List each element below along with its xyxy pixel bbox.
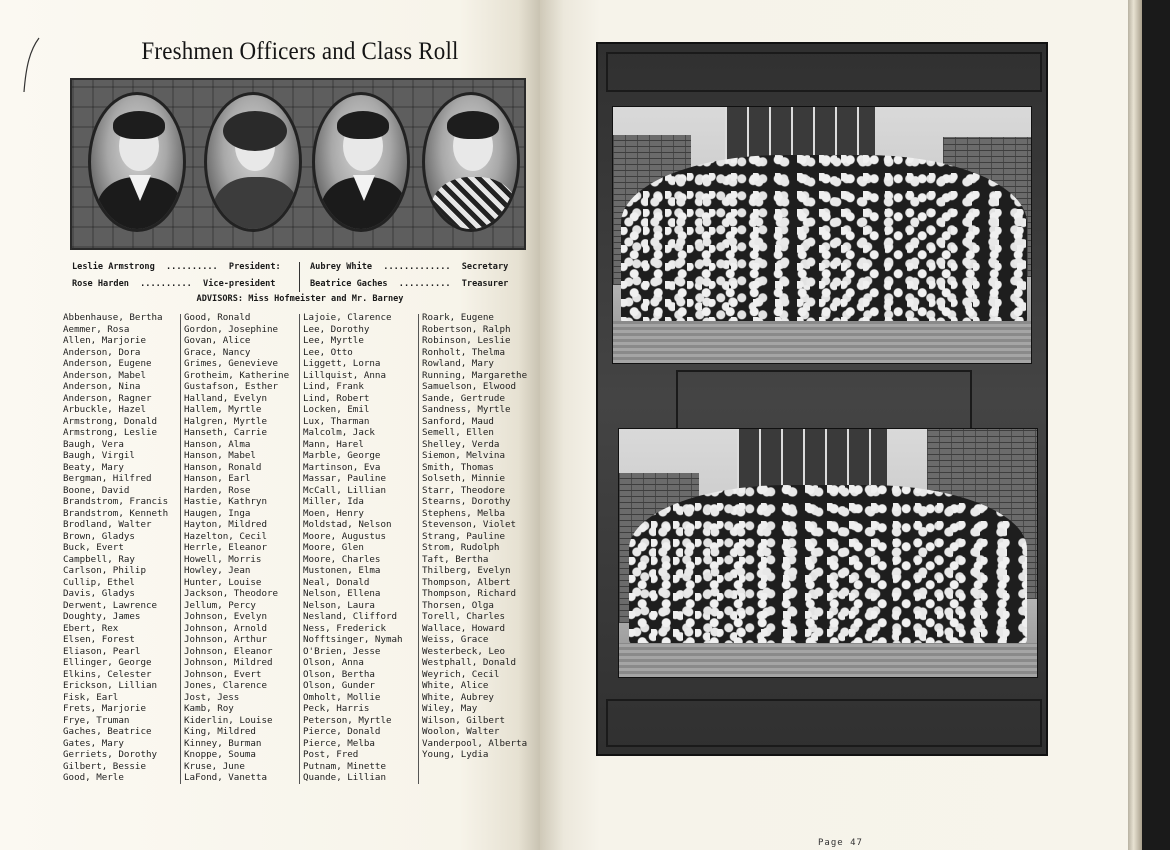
student-name: Massar, Pauline	[303, 473, 386, 484]
student-name: White, Aubrey	[422, 691, 494, 703]
page-title: Freshmen Officers and Class Roll	[141, 38, 459, 65]
student-name: Ronholt, Thelma	[422, 346, 505, 358]
student-name: Westphall, Donald	[422, 657, 517, 668]
student-name: Vanderpool, Alberta	[422, 737, 528, 749]
student-name: Erickson, Lillian	[63, 680, 158, 691]
student-name: Johnson, Arnold	[184, 622, 267, 634]
student-name: Taft, Bertha	[422, 553, 489, 565]
student-name: Lee, Otto	[303, 346, 353, 358]
student-name: Bergman, Hilfred	[63, 473, 152, 484]
student-name: Jost, Jess	[184, 691, 240, 703]
group-photo-bottom	[618, 428, 1038, 678]
student-name: Solseth, Minnie	[422, 473, 505, 484]
student-name: Nelson, Ellena	[303, 588, 381, 599]
student-name: Olson, Gunder	[303, 680, 375, 691]
student-name: Thorsen, Olga	[422, 599, 494, 611]
student-name: Gaches, Beatrice	[63, 726, 152, 737]
class-roll-column	[303, 312, 421, 784]
student-name: Gordon, Josephine	[184, 323, 279, 335]
student-name: Lind, Frank	[303, 381, 364, 392]
student-name: Martinson, Eva	[303, 461, 381, 473]
student-name: Neal, Donald	[303, 576, 370, 588]
student-name: Liggett, Lorna	[303, 358, 381, 369]
student-name: Kinney, Burman	[184, 737, 262, 749]
student-name: Marble, George	[303, 450, 381, 461]
student-name: Brandstrom, Francis	[63, 496, 169, 507]
student-name: Mann, Harel	[303, 438, 364, 450]
student-name: Kiderlin, Louise	[184, 714, 273, 726]
left-page	[0, 0, 540, 850]
student-name: Running, Margarethe	[422, 369, 528, 381]
column-divider	[299, 314, 300, 784]
student-name: Brandstrom, Kenneth	[63, 507, 169, 519]
student-name: Gerriets, Dorothy	[63, 749, 158, 760]
student-name: Hayton, Mildred	[184, 519, 267, 530]
student-name: Howley, Jean	[184, 565, 251, 576]
student-name: Jones, Clarence	[184, 680, 267, 691]
student-name: Weyrich, Cecil	[422, 668, 500, 680]
student-name: Nesland, Clifford	[303, 611, 398, 622]
student-name: Semell, Ellen	[422, 427, 494, 438]
student-name: Buck, Evert	[63, 542, 124, 553]
student-name: Grimes, Genevieve	[184, 358, 279, 369]
student-name: Stevenson, Violet	[422, 519, 517, 530]
student-name: Herrle, Eleanor	[184, 542, 267, 553]
student-name: Weiss, Grace	[422, 634, 489, 645]
student-name: Nofftsinger, Nymah	[303, 634, 403, 645]
student-name: Sanford, Maud	[422, 415, 494, 427]
student-name: Ness, Frederick	[303, 622, 386, 634]
student-name: Moore, Glen	[303, 542, 364, 553]
page-edge	[1128, 0, 1142, 850]
leader-dots: ..........	[165, 262, 218, 272]
student-name: Smith, Thomas	[422, 461, 494, 473]
student-name: Derwent, Lawrence	[63, 599, 158, 611]
student-name: Strang, Pauline	[422, 530, 505, 542]
student-name: Hunter, Louise	[184, 576, 262, 588]
student-name: Roark, Eugene	[422, 312, 494, 323]
student-name: Brodland, Walter	[63, 519, 152, 530]
officer-entry	[310, 279, 508, 289]
student-name: Samuelson, Elwood	[422, 381, 517, 392]
student-name: Quande, Lillian	[303, 772, 386, 783]
officer-entry	[72, 279, 275, 289]
student-name: Kruse, June	[184, 760, 245, 772]
portrait-secretary	[312, 92, 410, 232]
student-name: O'Brien, Jesse	[303, 645, 381, 657]
student-name: Knoppe, Souma	[184, 749, 256, 760]
page-number: Page 47	[818, 838, 863, 848]
student-name: Boone, David	[63, 484, 130, 496]
student-name: Allen, Marjorie	[63, 335, 146, 346]
student-name: Elkins, Celester	[63, 668, 152, 680]
student-name: Aemmer, Rosa	[63, 323, 130, 335]
officer-office: Secretary	[461, 262, 509, 272]
student-name: Pierce, Donald	[303, 726, 381, 737]
student-name: Starr, Theodore	[422, 484, 505, 496]
student-name: Hanson, Mabel	[184, 450, 256, 461]
officer-entry	[72, 262, 281, 272]
student-name: Frye, Truman	[63, 714, 130, 726]
student-name: Baugh, Vera	[63, 438, 124, 450]
portrait-vice-president	[204, 92, 302, 232]
student-name: Lind, Robert	[303, 392, 370, 404]
class-roll-column	[422, 312, 540, 761]
student-name: Johnson, Eleanor	[184, 645, 273, 657]
student-name: Hanson, Alma	[184, 438, 251, 450]
student-name: Locken, Emil	[303, 404, 370, 415]
student-name: Beaty, Mary	[63, 461, 124, 473]
student-name: Brown, Gladys	[63, 530, 135, 542]
student-name: Miller, Ida	[303, 496, 364, 507]
student-name: Good, Merle	[63, 772, 124, 783]
student-name: Gustafson, Esther	[184, 381, 279, 392]
student-name: Pierce, Melba	[303, 737, 375, 749]
student-name: Armstrong, Leslie	[63, 427, 158, 438]
student-name: Halland, Evelyn	[184, 392, 267, 404]
student-name: Lux, Tharman	[303, 415, 370, 427]
student-name: Lillquist, Anna	[303, 369, 386, 381]
officer-entry	[310, 262, 508, 272]
student-name: Anderson, Dora	[63, 346, 141, 358]
student-name: Stephens, Melba	[422, 507, 505, 519]
officer-name: Rose Harden	[72, 279, 129, 289]
student-name: Wilson, Gilbert	[422, 714, 505, 726]
student-name: Ellinger, George	[63, 657, 152, 668]
student-name: Peck, Harris	[303, 703, 370, 714]
student-name: Hanseth, Carrie	[184, 427, 267, 438]
student-name: Good, Ronald	[184, 312, 251, 323]
student-name: Shelley, Verda	[422, 438, 500, 450]
student-name: Putnam, Minette	[303, 760, 386, 772]
student-name: Johnson, Evelyn	[184, 611, 267, 622]
portrait-treasurer	[422, 92, 520, 232]
student-name: LaFond, Vanetta	[184, 772, 267, 783]
frame-border-bottom	[606, 699, 1042, 747]
student-name: Nelson, Laura	[303, 599, 375, 611]
column-divider	[180, 314, 181, 784]
student-name: Lee, Dorothy	[303, 323, 370, 335]
student-name: Armstrong, Donald	[63, 415, 158, 427]
student-name: Grotheim, Katherine	[184, 369, 290, 381]
student-name: Anderson, Eugene	[63, 358, 152, 369]
student-name: Siemon, Melvina	[422, 450, 505, 461]
student-name: Westerbeck, Leo	[422, 645, 505, 657]
student-name: Cullip, Ethel	[63, 576, 135, 588]
student-name: Moore, Augustus	[303, 530, 386, 542]
student-name: Robinson, Leslie	[422, 335, 511, 346]
column-divider	[418, 314, 419, 784]
group-photo-top	[612, 106, 1032, 364]
student-name: Malcolm, Jack	[303, 427, 375, 438]
pen-mark	[22, 36, 42, 94]
student-name: Davis, Gladys	[63, 588, 135, 599]
student-name: Olson, Anna	[303, 657, 364, 668]
student-name: Halgren, Myrtle	[184, 415, 267, 427]
student-name: Doughty, James	[63, 611, 141, 622]
student-name: Abbenhause, Bertha	[63, 312, 163, 323]
student-name: Arbuckle, Hazel	[63, 404, 146, 415]
officer-name: Beatrice Gaches	[310, 279, 388, 289]
student-name: Anderson, Mabel	[63, 369, 146, 381]
student-name: Anderson, Nina	[63, 381, 141, 392]
student-name: Lee, Myrtle	[303, 335, 364, 346]
class-roll-column	[184, 312, 302, 784]
class-roll-column	[63, 312, 181, 784]
frame-border-middle	[676, 370, 972, 436]
leader-dots: ..........	[140, 279, 192, 289]
student-name: Post, Fred	[303, 749, 359, 760]
student-name: Mustonen, Elma	[303, 565, 381, 576]
student-name: Hastie, Kathryn	[184, 496, 267, 507]
student-name: Strom, Rudolph	[422, 542, 500, 553]
student-name: Rowland, Mary	[422, 358, 494, 369]
officers-divider	[299, 262, 300, 292]
student-name: Howell, Morris	[184, 553, 262, 565]
student-name: Ebert, Rex	[63, 622, 119, 634]
student-name: Wiley, May	[422, 703, 478, 714]
student-name: Thompson, Albert	[422, 576, 511, 588]
leader-dots: ..........	[398, 279, 451, 289]
leader-dots: .............	[383, 262, 451, 272]
portrait-president	[88, 92, 186, 232]
student-name: Jackson, Theodore	[184, 588, 279, 599]
student-name: Peterson, Myrtle	[303, 714, 392, 726]
student-name: Thilberg, Evelyn	[422, 565, 511, 576]
student-name: Anderson, Ragner	[63, 392, 152, 404]
student-name: Hazelton, Cecil	[184, 530, 267, 542]
student-name: Young, Lydia	[422, 749, 489, 760]
student-name: Moore, Charles	[303, 553, 381, 565]
student-name: Hallem, Myrtle	[184, 404, 262, 415]
student-name: Haugen, Inga	[184, 507, 251, 519]
officer-name: Leslie Armstrong	[72, 262, 155, 272]
student-name: Baugh, Virgil	[63, 450, 135, 461]
student-name: Stearns, Dorothy	[422, 496, 511, 507]
student-name: King, Mildred	[184, 726, 256, 737]
officer-office: Treasurer	[461, 279, 509, 289]
student-name: Hanson, Earl	[184, 473, 251, 484]
student-name: Frets, Marjorie	[63, 703, 146, 714]
student-name: Campbell, Ray	[63, 553, 135, 565]
student-name: Govan, Alice	[184, 335, 251, 346]
student-name: Torell, Charles	[422, 611, 505, 622]
student-name: McCall, Lillian	[303, 484, 386, 496]
student-name: Harden, Rose	[184, 484, 251, 496]
student-name: Carlson, Philip	[63, 565, 146, 576]
student-name: Gates, Mary	[63, 737, 124, 749]
student-name: Lajoie, Clarence	[303, 312, 392, 323]
student-name: White, Alice	[422, 680, 489, 691]
student-name: Sande, Gertrude	[422, 392, 505, 404]
student-name: Hanson, Ronald	[184, 461, 262, 473]
student-name: Johnson, Arthur	[184, 634, 267, 645]
officer-portraits	[70, 78, 526, 250]
officers-list	[72, 262, 532, 296]
student-name: Wallace, Howard	[422, 622, 505, 634]
student-name: Elsen, Forest	[63, 634, 135, 645]
student-name: Grace, Nancy	[184, 346, 251, 358]
student-name: Woolon, Walter	[422, 726, 500, 737]
officer-office: President:	[228, 262, 281, 272]
student-name: Thompson, Richard	[422, 588, 517, 599]
photo-panel	[596, 42, 1048, 756]
student-name: Moen, Henry	[303, 507, 364, 519]
student-name: Johnson, Evert	[184, 668, 262, 680]
student-name: Kamb, Roy	[184, 703, 234, 714]
officer-name: Aubrey White	[310, 262, 373, 272]
student-name: Jellum, Percy	[184, 599, 256, 611]
student-name: Sandness, Myrtle	[422, 404, 511, 415]
student-name: Eliason, Pearl	[63, 645, 141, 657]
student-name: Fisk, Earl	[63, 691, 119, 703]
student-name: Moldstad, Nelson	[303, 519, 392, 530]
advisors-line: ADVISORS: Miss Hofmeister and Mr. Barney	[196, 294, 404, 304]
student-name: Omholt, Mollie	[303, 691, 381, 703]
frame-border-top	[606, 52, 1042, 92]
student-name: Olson, Bertha	[303, 668, 375, 680]
officer-office: Vice-president	[203, 279, 276, 289]
student-name: Robertson, Ralph	[422, 323, 511, 335]
student-name: Gilbert, Bessie	[63, 760, 146, 772]
student-name: Johnson, Mildred	[184, 657, 273, 668]
